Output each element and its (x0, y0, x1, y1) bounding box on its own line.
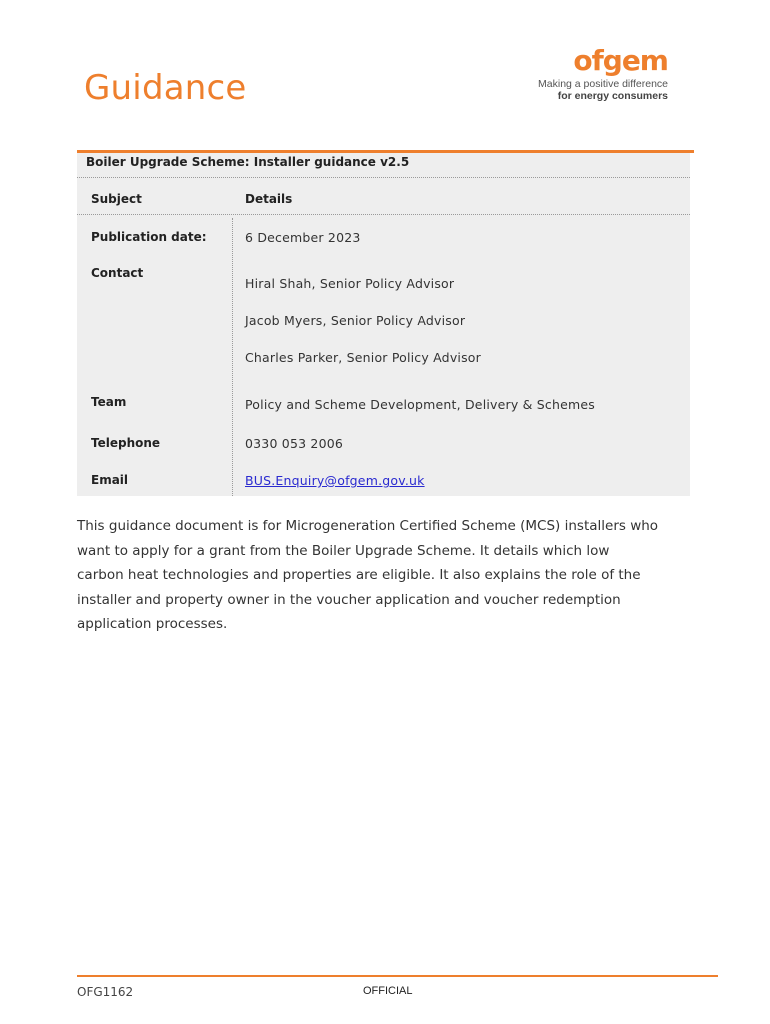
logo-tagline-line1: Making a positive difference (538, 78, 668, 90)
body-line: want to apply for a grant from the Boiler Upgrade Scheme. It details which low (77, 542, 610, 559)
publication-date-label: Publication date: (91, 230, 207, 244)
footer-reference: OFG1162 (77, 985, 134, 999)
contact-2: Jacob Myers, Senior Policy Advisor (245, 313, 466, 328)
ofgem-logo (468, 44, 668, 102)
page-heading: Guidance (84, 68, 247, 108)
info-box-title: Boiler Upgrade Scheme: Installer guidance v2.5 (86, 155, 410, 169)
body-line: application processes. (77, 616, 228, 632)
subject-header: Subject (91, 192, 142, 206)
logo-wordmark: ofgem (573, 44, 668, 77)
email-link[interactable]: BUS.Enquiry@ofgem.gov.uk (245, 473, 425, 488)
telephone-value: 0330 053 2006 (245, 436, 344, 451)
body-line: This guidance document is for Microgeneration Certified Scheme (MCS) installers who (77, 518, 659, 534)
divider-under-headers (77, 214, 690, 215)
email-label: Email (91, 473, 129, 487)
footer-classification: OFFICIAL (363, 985, 413, 997)
logo-tagline-line2: for energy consumers (557, 90, 668, 102)
team-value: Policy and Scheme Development, Delivery & Schemes (245, 397, 595, 412)
team-label: Team (91, 395, 127, 409)
contact-1: Hiral Shah, Senior Policy Advisor (245, 276, 455, 291)
contact-label: Contact (91, 266, 144, 280)
body-line: installer and property owner in the voucher application and voucher redemption (77, 591, 621, 608)
footer-rule (77, 975, 718, 977)
body-paragraph (77, 514, 697, 637)
details-header: Details (245, 192, 293, 206)
divider-under-title (77, 177, 690, 178)
body-line: carbon heat technologies and properties are eligible. It also explains the role of the (77, 567, 641, 583)
telephone-label: Telephone (91, 436, 161, 450)
info-box-top-rule (77, 150, 694, 153)
publication-date-value: 6 December 2023 (245, 230, 361, 245)
column-divider (232, 218, 233, 496)
contact-3: Charles Parker, Senior Policy Advisor (245, 350, 481, 365)
